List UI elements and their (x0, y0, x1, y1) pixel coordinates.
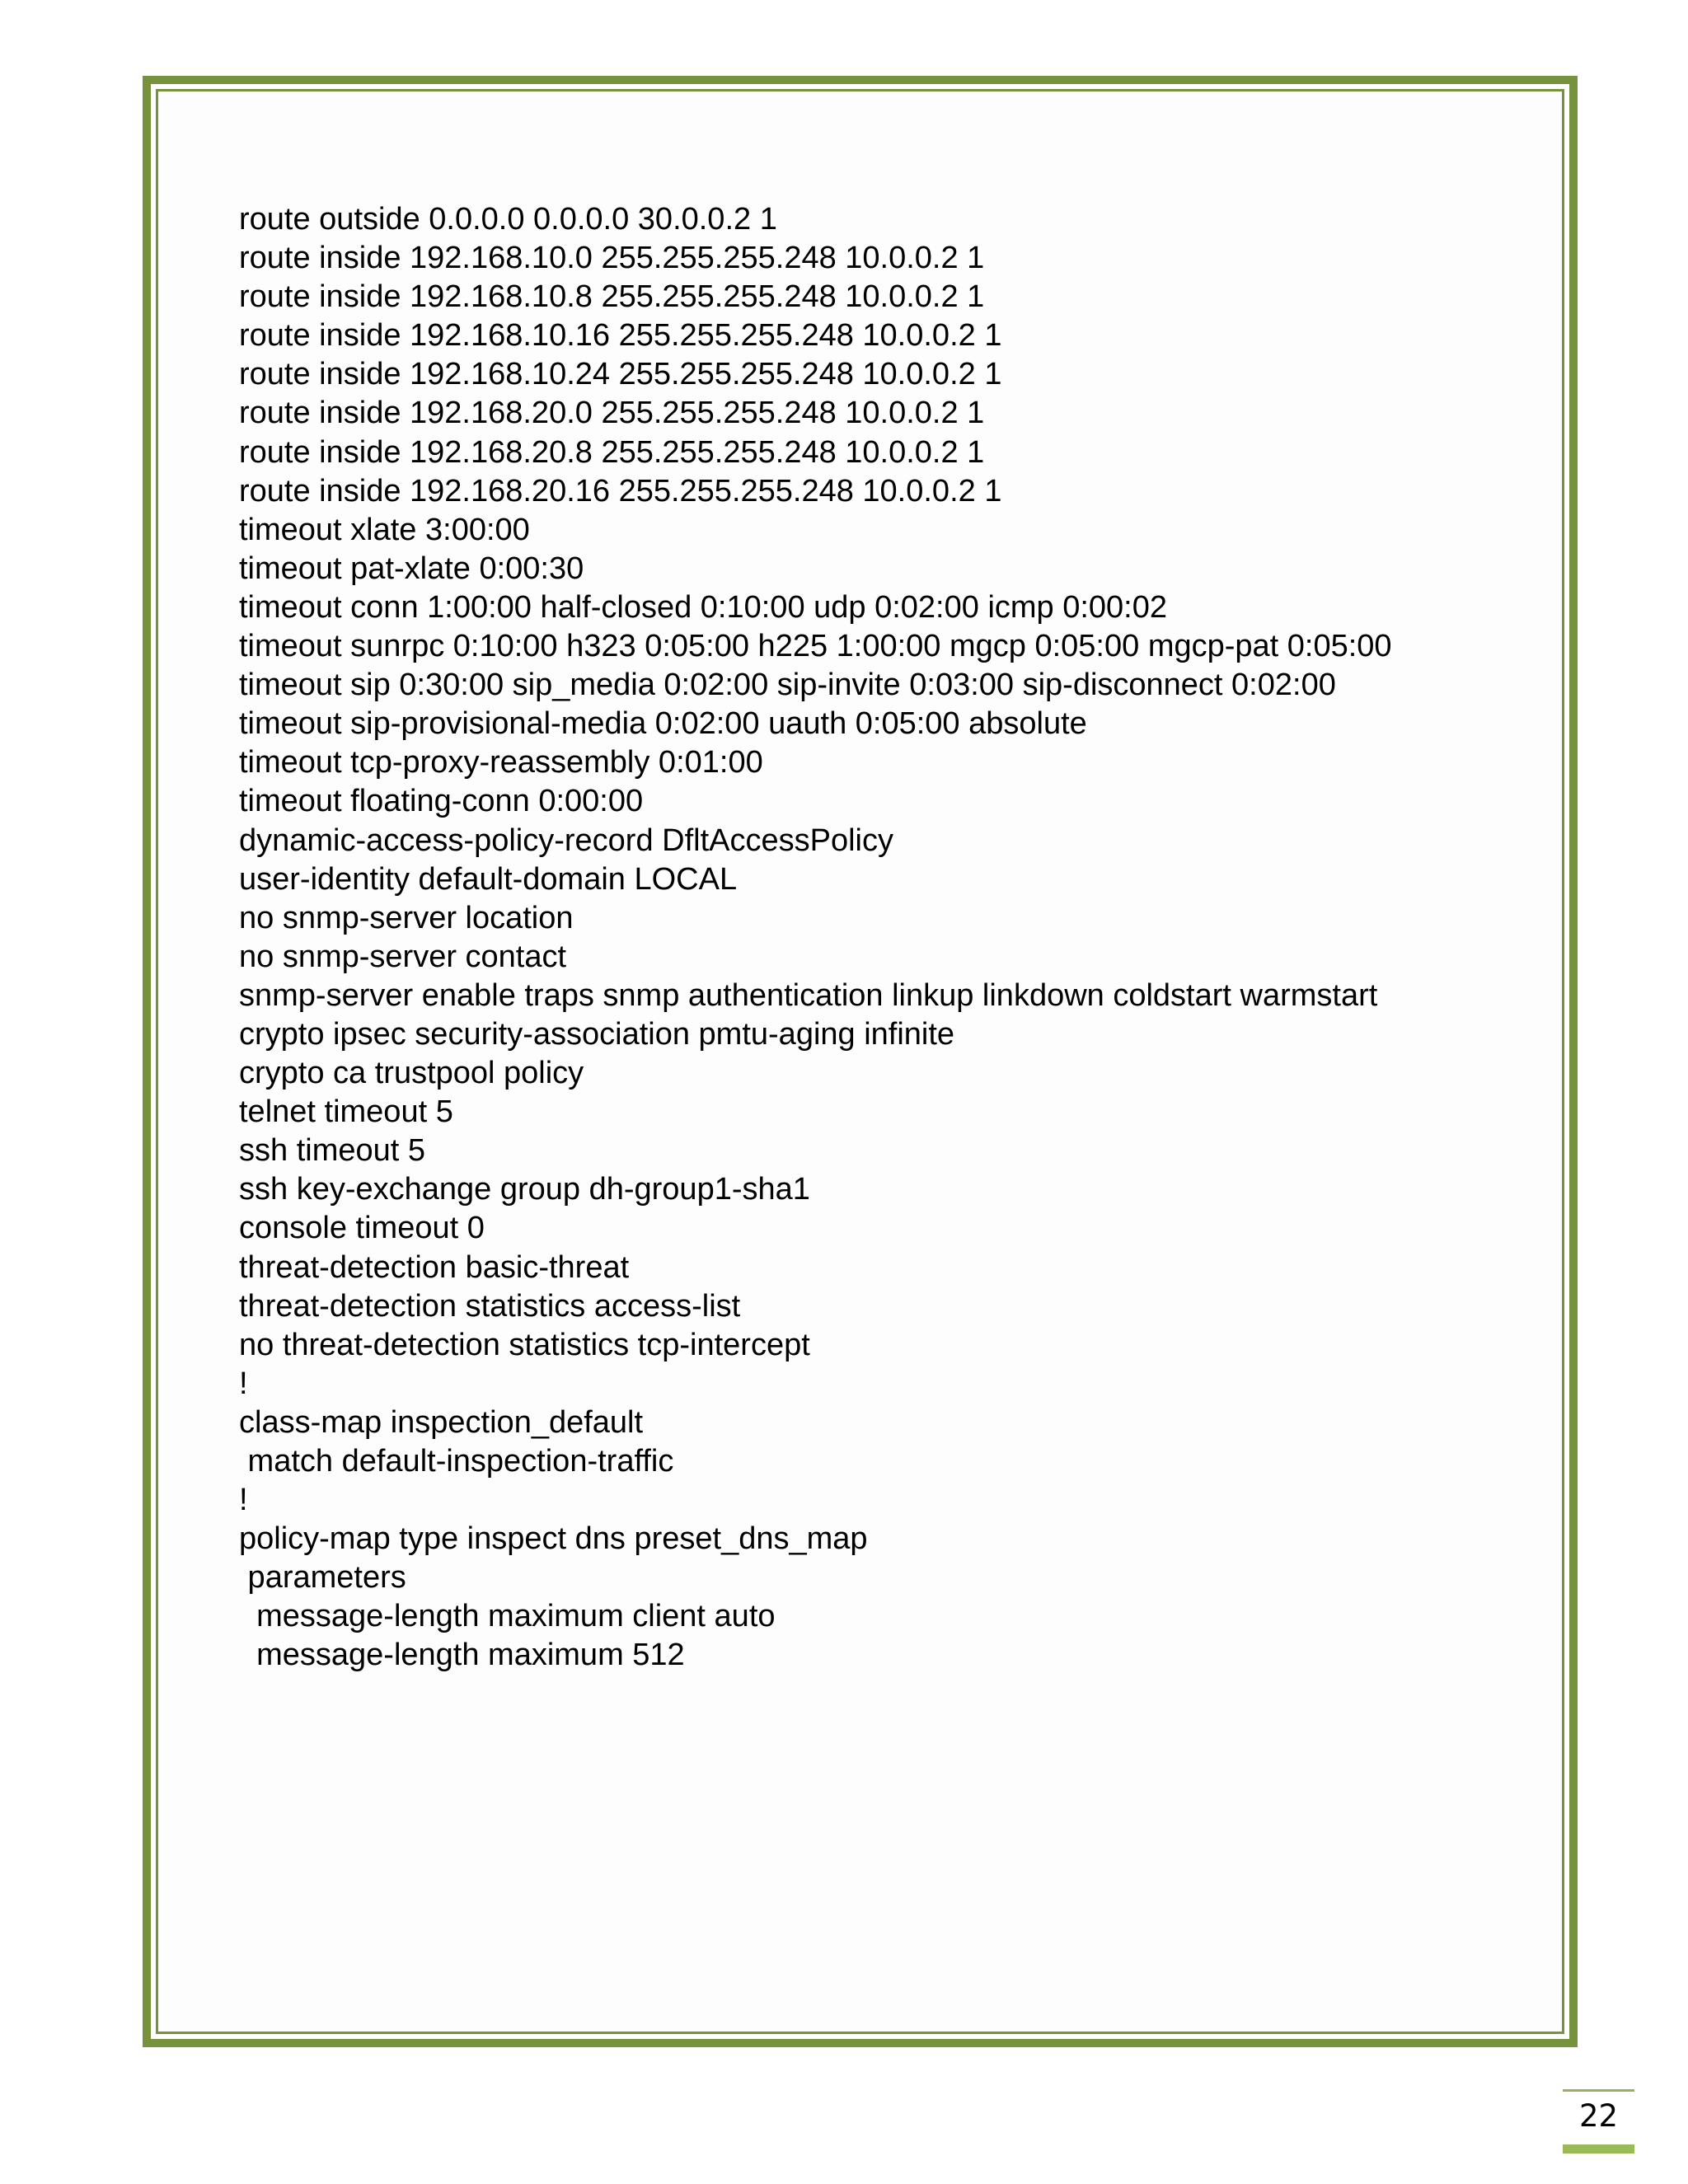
page-number-box (1563, 2089, 1634, 2154)
config-line: timeout tcp-proxy-reassembly 0:01:00 (239, 745, 763, 780)
config-line: no snmp-server location (239, 900, 574, 935)
config-line: threat-detection basic-threat (239, 1249, 630, 1285)
config-line: route inside 192.168.20.8 255.255.255.248 10.0.0.2 1 (239, 434, 985, 470)
config-line: route inside 192.168.10.24 255.255.255.248 10.0.0.2 1 (239, 357, 1002, 392)
config-line: timeout pat-xlate 0:00:30 (239, 551, 584, 586)
config-line: telnet timeout 5 (239, 1094, 453, 1130)
config-line: route inside 192.168.20.16 255.255.255.248 10.0.0.2 1 (239, 473, 1002, 509)
config-line: class-map inspection_default (239, 1404, 644, 1440)
config-line: message-length maximum client auto (239, 1599, 776, 1634)
config-line: message-length maximum 512 (239, 1638, 685, 1673)
config-line: snmp-server enable traps snmp authentication linkup linkdown coldstart warmstart (239, 977, 1378, 1013)
config-line: timeout sip 0:30:00 sip_media 0:02:00 sip-invite 0:03:00 sip-disconnect 0:02:00 (239, 668, 1336, 703)
config-line: console timeout 0 (239, 1211, 485, 1246)
config-line: timeout floating-conn 0:00:00 (239, 784, 644, 819)
config-line: route inside 192.168.10.8 255.255.255.248 10.0.0.2 1 (239, 279, 985, 315)
config-line: route inside 192.168.10.0 255.255.255.248 10.0.0.2 1 (239, 241, 985, 276)
config-line: threat-detection statistics access-list (239, 1288, 741, 1324)
config-line: timeout sip-provisional-media 0:02:00 uauth 0:05:00 absolute (239, 706, 1087, 742)
config-line: dynamic-access-policy-record DfltAccessPolicy (239, 823, 893, 858)
page-number: 22 (1578, 2098, 1619, 2134)
config-line: ! (239, 1366, 248, 1401)
config-line: timeout sunrpc 0:10:00 h323 0:05:00 h225 1:00:00 mgcp 0:05:00 mgcp-pat 0:05:00 (239, 629, 1392, 664)
config-line: route inside 192.168.10.16 255.255.255.248 10.0.0.2 1 (239, 318, 1002, 354)
config-line: policy-map type inspect dns preset_dns_map (239, 1521, 868, 1557)
config-line: timeout xlate 3:00:00 (239, 512, 530, 547)
config-text-block (239, 200, 1525, 1675)
config-line: route inside 192.168.20.0 255.255.255.248 10.0.0.2 1 (239, 396, 985, 431)
config-line: no threat-detection statistics tcp-intercept (239, 1327, 810, 1362)
config-line: user-identity default-domain LOCAL (239, 861, 738, 897)
config-line: crypto ca trustpool policy (239, 1056, 584, 1091)
config-line: ! (239, 1483, 248, 1518)
config-line: no snmp-server contact (239, 939, 567, 974)
config-line: crypto ipsec security-association pmtu-aging infinite (239, 1016, 955, 1052)
config-line: ssh timeout 5 (239, 1133, 425, 1169)
config-line: parameters (239, 1560, 406, 1596)
config-line: ssh key-exchange group dh-group1-sha1 (239, 1172, 810, 1207)
config-line: timeout conn 1:00:00 half-closed 0:10:00 udp 0:02:00 icmp 0:00:02 (239, 589, 1168, 625)
config-line: match default-inspection-traffic (239, 1444, 674, 1479)
config-line: route outside 0.0.0.0 0.0.0.0 30.0.0.2 1 (239, 202, 777, 237)
